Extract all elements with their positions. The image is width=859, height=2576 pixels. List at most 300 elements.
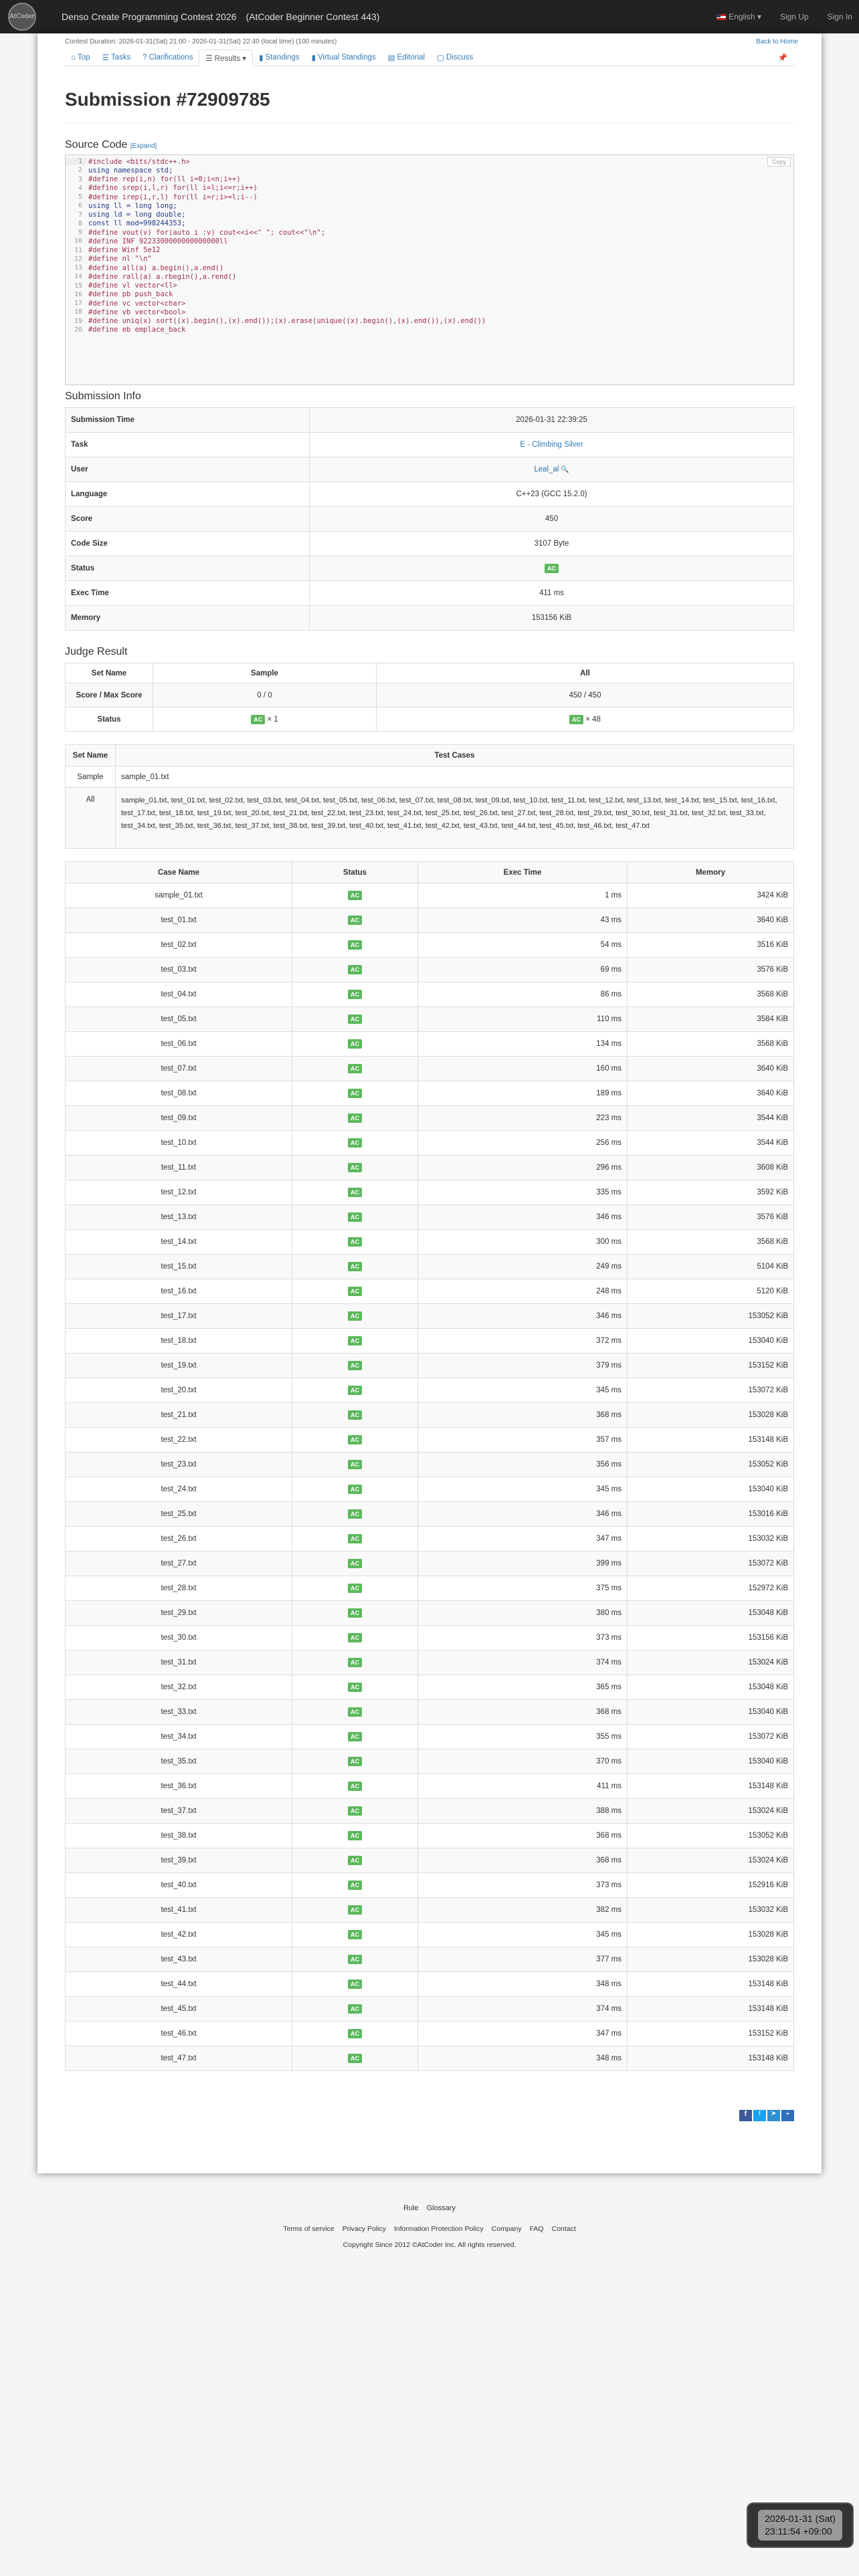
divider bbox=[65, 123, 794, 124]
exec-time: 134 ms bbox=[418, 1032, 628, 1057]
contest-title-link[interactable]: Denso Create Programming Contest 2026 (AtCoder Beginner Contest 443) bbox=[62, 11, 380, 22]
case-name: test_01.txt bbox=[66, 908, 292, 933]
memory: 153156 KiB bbox=[628, 1626, 794, 1650]
footer-link-company[interactable]: Company bbox=[491, 2225, 522, 2233]
case-name: test_43.txt bbox=[66, 1947, 292, 1972]
footer-link-glossary[interactable]: Glossary bbox=[426, 2204, 456, 2212]
exec-time: 377 ms bbox=[418, 1947, 628, 1972]
table-row bbox=[66, 1947, 794, 1972]
case-name: test_27.txt bbox=[66, 1551, 292, 1576]
memory: 152972 KiB bbox=[628, 1576, 794, 1601]
footer-link-information-protection-policy[interactable]: Information Protection Policy bbox=[393, 2225, 484, 2233]
status-badge: AC bbox=[348, 1262, 362, 1271]
memory: 153148 KiB bbox=[628, 1428, 794, 1453]
table-row bbox=[66, 1848, 794, 1873]
info-key: Task bbox=[66, 433, 310, 457]
info-key: Memory bbox=[66, 606, 310, 631]
judge-result-heading: Judge Result bbox=[65, 646, 128, 657]
line-number: 17 bbox=[74, 300, 82, 308]
table-row bbox=[66, 1156, 794, 1180]
memory: 153048 KiB bbox=[628, 1601, 794, 1626]
line-number: 8 bbox=[78, 219, 82, 227]
case-name: test_06.txt bbox=[66, 1032, 292, 1057]
status-badge: AC bbox=[348, 1707, 362, 1717]
status-badge: AC bbox=[348, 1460, 362, 1469]
footer-link-contact[interactable]: Contact bbox=[551, 2225, 576, 2233]
exec-time: 160 ms bbox=[418, 1057, 628, 1081]
table-row bbox=[66, 2046, 794, 2071]
code-line bbox=[66, 184, 793, 193]
table-row bbox=[66, 1824, 794, 1848]
case-name: test_12.txt bbox=[66, 1180, 292, 1205]
status-badge: AC bbox=[348, 1534, 362, 1543]
table-row bbox=[66, 2022, 794, 2046]
case-name: test_18.txt bbox=[66, 1329, 292, 1354]
status-badge: AC bbox=[348, 1881, 362, 1890]
table-row bbox=[66, 1304, 794, 1329]
atcoder-logo[interactable]: AtCoder bbox=[8, 3, 36, 31]
memory: 153052 KiB bbox=[628, 1453, 794, 1477]
tab-icon: ☰ bbox=[205, 54, 213, 63]
status-badge: AC bbox=[348, 1658, 362, 1667]
case-name: test_29.txt bbox=[66, 1601, 292, 1626]
case-name: test_14.txt bbox=[66, 1230, 292, 1255]
case-name: test_28.txt bbox=[66, 1576, 292, 1601]
case-name: test_37.txt bbox=[66, 1799, 292, 1824]
tab-discuss[interactable] bbox=[431, 49, 479, 66]
code-text: #define vl vector<ll> bbox=[88, 282, 177, 290]
table-row bbox=[66, 1749, 794, 1774]
table-row bbox=[66, 1279, 794, 1304]
line-number: 1 bbox=[66, 158, 87, 165]
memory: 5104 KiB bbox=[628, 1255, 794, 1279]
tab-label: Clarifications bbox=[149, 53, 193, 62]
status-badge: AC bbox=[348, 1782, 362, 1791]
code-text: using ll = long long; bbox=[88, 201, 177, 210]
tab-icon: ⌂ bbox=[71, 53, 76, 62]
table-row bbox=[66, 1601, 794, 1626]
table-row bbox=[66, 982, 794, 1007]
info-row bbox=[66, 433, 794, 457]
status-badge: AC bbox=[348, 1856, 362, 1865]
table-row bbox=[66, 1997, 794, 2022]
expand-link[interactable]: [Expand] bbox=[130, 142, 157, 150]
table-row bbox=[66, 958, 794, 982]
info-key: Language bbox=[66, 482, 310, 507]
line-number: 9 bbox=[78, 229, 82, 237]
status-badge: AC bbox=[348, 1212, 362, 1222]
code-line bbox=[66, 193, 793, 201]
submission-info-heading: Submission Info bbox=[65, 391, 141, 402]
case-name: sample_01.txt bbox=[66, 883, 292, 908]
status-badge: AC bbox=[348, 1014, 362, 1024]
tab-label: Results ▾ bbox=[214, 54, 247, 63]
exec-time: 256 ms bbox=[418, 1131, 628, 1156]
memory: 153040 KiB bbox=[628, 1749, 794, 1774]
code-line bbox=[66, 157, 793, 166]
line-number: 7 bbox=[78, 211, 82, 219]
info-value: 411 ms bbox=[310, 581, 794, 606]
case-name: test_44.txt bbox=[66, 1972, 292, 1997]
exec-time: 346 ms bbox=[418, 1304, 628, 1329]
table-row bbox=[66, 1527, 794, 1551]
line-number: 11 bbox=[74, 246, 82, 254]
share-icon[interactable]: ➤ bbox=[767, 2110, 780, 2121]
tab-icon: ▤ bbox=[387, 54, 395, 62]
tab-label: Standings bbox=[265, 53, 300, 62]
table-row bbox=[66, 1477, 794, 1502]
status-badge: AC bbox=[348, 2054, 362, 2063]
submission-info-table bbox=[65, 407, 794, 631]
exec-time: 43 ms bbox=[418, 908, 628, 933]
code-text: #define eb emplace_back bbox=[88, 326, 186, 334]
table-row bbox=[66, 1007, 794, 1032]
pin-icon[interactable]: 📌 bbox=[777, 54, 787, 62]
case-name: test_39.txt bbox=[66, 1848, 292, 1873]
exec-time: 368 ms bbox=[418, 1824, 628, 1848]
table-row bbox=[66, 1032, 794, 1057]
case-name: test_41.txt bbox=[66, 1898, 292, 1923]
info-value: 450 bbox=[310, 507, 794, 532]
case-name: test_05.txt bbox=[66, 1007, 292, 1032]
memory: 5120 KiB bbox=[628, 1279, 794, 1304]
exec-time: 346 ms bbox=[418, 1205, 628, 1230]
tab-icon: ▢ bbox=[437, 54, 444, 62]
sample-count: × 1 bbox=[267, 715, 278, 724]
column-header[interactable]: Status bbox=[292, 862, 418, 883]
case-name: test_20.txt bbox=[66, 1378, 292, 1403]
table-row bbox=[66, 1923, 794, 1947]
navbar bbox=[0, 0, 859, 33]
info-key: Status bbox=[66, 556, 310, 581]
case-name: test_02.txt bbox=[66, 933, 292, 958]
col-sample: Sample bbox=[153, 663, 377, 683]
table-row bbox=[66, 1205, 794, 1230]
task-link[interactable]: E - Climbing Silver bbox=[520, 441, 583, 449]
memory: 3568 KiB bbox=[628, 1032, 794, 1057]
twitter-icon[interactable]: t bbox=[753, 2110, 766, 2121]
exec-time: 1 ms bbox=[418, 883, 628, 908]
tab-label: Top bbox=[77, 53, 90, 62]
memory: 153040 KiB bbox=[628, 1329, 794, 1354]
info-row bbox=[66, 507, 794, 532]
case-name: test_42.txt bbox=[66, 1923, 292, 1947]
line-number: 13 bbox=[74, 264, 82, 272]
code-line bbox=[66, 201, 793, 210]
status-badge: AC bbox=[348, 1435, 362, 1444]
set-sample: Sample bbox=[66, 766, 116, 788]
line-number: 20 bbox=[74, 326, 82, 334]
exec-time: 248 ms bbox=[418, 1279, 628, 1304]
tab-virtual-standings[interactable] bbox=[306, 49, 382, 66]
status-badge: AC bbox=[348, 1559, 362, 1568]
table-row bbox=[66, 1799, 794, 1824]
exec-time: 379 ms bbox=[418, 1354, 628, 1378]
back-to-home-link[interactable]: Back to Home bbox=[756, 37, 798, 45]
code-text: #define rep(i,n) for(ll i=0;i<n;i++) bbox=[88, 175, 241, 184]
signup-link[interactable]: Sign Up bbox=[779, 12, 809, 21]
case-name: test_30.txt bbox=[66, 1626, 292, 1650]
code-text: #define vb vector<bool> bbox=[88, 308, 186, 316]
memory: 153028 KiB bbox=[628, 1403, 794, 1428]
case-name: test_21.txt bbox=[66, 1403, 292, 1428]
status-badge: AC bbox=[348, 916, 362, 925]
info-value: 153156 KiB bbox=[310, 606, 794, 631]
language-dropdown[interactable]: English ▾ bbox=[717, 12, 761, 21]
tab-label: Discuss bbox=[446, 53, 474, 62]
status-badge: AC bbox=[348, 940, 362, 950]
status-badge: AC bbox=[348, 1485, 362, 1494]
col-set-name: Set Name bbox=[66, 663, 153, 683]
status-badge: AC bbox=[348, 2029, 362, 2038]
exec-time: 347 ms bbox=[418, 2022, 628, 2046]
footer-link-faq[interactable]: FAQ bbox=[529, 2225, 544, 2233]
exec-time: 300 ms bbox=[418, 1230, 628, 1255]
memory: 3608 KiB bbox=[628, 1156, 794, 1180]
table-row bbox=[66, 1873, 794, 1898]
status-badge: AC bbox=[251, 715, 265, 724]
tab-tasks[interactable] bbox=[96, 49, 137, 66]
case-name: test_25.txt bbox=[66, 1502, 292, 1527]
clock-time: 23:11:54 +09:00 bbox=[765, 2526, 832, 2537]
table-row bbox=[66, 1106, 794, 1131]
table-row bbox=[66, 1255, 794, 1279]
case-name: test_46.txt bbox=[66, 2022, 292, 2046]
info-key: User bbox=[66, 457, 310, 482]
status-badge: AC bbox=[348, 1584, 362, 1593]
tab-editorial[interactable] bbox=[382, 49, 431, 66]
table-row bbox=[66, 1502, 794, 1527]
table-row bbox=[66, 1057, 794, 1081]
column-header[interactable]: Memory bbox=[628, 862, 794, 883]
copy-button[interactable]: Copy bbox=[767, 157, 791, 167]
status-badge: AC bbox=[348, 1064, 362, 1073]
info-row bbox=[66, 457, 794, 482]
status-badge: AC bbox=[348, 1930, 362, 1939]
table-row bbox=[66, 1329, 794, 1354]
memory: 3584 KiB bbox=[628, 1007, 794, 1032]
code-line bbox=[66, 219, 793, 228]
exec-time: 373 ms bbox=[418, 1873, 628, 1898]
status-badge: AC bbox=[569, 715, 583, 724]
table-row bbox=[66, 1403, 794, 1428]
line-number: 5 bbox=[78, 193, 82, 201]
memory: 153040 KiB bbox=[628, 1700, 794, 1725]
status-badge: AC bbox=[348, 1237, 362, 1247]
memory: 3576 KiB bbox=[628, 1205, 794, 1230]
table-row bbox=[66, 1898, 794, 1923]
status-badge: AC bbox=[348, 1757, 362, 1766]
exec-time: 223 ms bbox=[418, 1106, 628, 1131]
status-badge: AC bbox=[348, 1138, 362, 1148]
tab-standings[interactable] bbox=[253, 49, 306, 66]
info-row bbox=[66, 556, 794, 581]
status-badge: AC bbox=[348, 1905, 362, 1915]
memory: 152916 KiB bbox=[628, 1873, 794, 1898]
all-score: 450 / 450 bbox=[377, 683, 794, 708]
memory: 153048 KiB bbox=[628, 1675, 794, 1700]
exec-time: 110 ms bbox=[418, 1007, 628, 1032]
user-link[interactable]: Leal_al bbox=[534, 465, 559, 473]
tab-label: Virtual Standings bbox=[317, 53, 376, 62]
memory: 3544 KiB bbox=[628, 1131, 794, 1156]
code-line bbox=[66, 326, 793, 334]
case-name: test_38.txt bbox=[66, 1824, 292, 1848]
info-row bbox=[66, 606, 794, 631]
footer-link-privacy-policy[interactable]: Privacy Policy bbox=[342, 2225, 386, 2233]
exec-time: 411 ms bbox=[418, 1774, 628, 1799]
exec-time: 249 ms bbox=[418, 1255, 628, 1279]
signin-link[interactable]: Sign In bbox=[827, 12, 852, 21]
status-badge: AC bbox=[348, 1683, 362, 1692]
table-row bbox=[66, 883, 794, 908]
info-row bbox=[66, 581, 794, 606]
table-row bbox=[66, 1972, 794, 1997]
memory: 153032 KiB bbox=[628, 1527, 794, 1551]
case-name: test_16.txt bbox=[66, 1279, 292, 1304]
contest-duration: Contest Duration: 2026-01-31(Sat) 21:00 - 2026-01-31(Sat) 22:40 (local time) (100 minutes) bbox=[65, 37, 337, 45]
status-badge: AC bbox=[545, 564, 559, 573]
status-badge: AC bbox=[348, 1633, 362, 1642]
exec-time: 54 ms bbox=[418, 933, 628, 958]
info-value: 2026-01-31 22:39:25 bbox=[310, 408, 794, 433]
memory: 3640 KiB bbox=[628, 1057, 794, 1081]
exec-time: 370 ms bbox=[418, 1749, 628, 1774]
memory: 153024 KiB bbox=[628, 1799, 794, 1824]
code-text: #define irep(i,r,l) for(ll i=r;i>=l;i--) bbox=[88, 193, 258, 201]
us-flag-icon bbox=[717, 14, 726, 20]
case-name: test_26.txt bbox=[66, 1527, 292, 1551]
case-name: test_32.txt bbox=[66, 1675, 292, 1700]
memory: 153072 KiB bbox=[628, 1725, 794, 1749]
exec-time: 368 ms bbox=[418, 1700, 628, 1725]
code-line bbox=[66, 237, 793, 245]
table-row bbox=[66, 1131, 794, 1156]
status-badge: AC bbox=[348, 1732, 362, 1741]
status-badge: AC bbox=[348, 2004, 362, 2014]
case-name: test_03.txt bbox=[66, 958, 292, 982]
case-name: test_47.txt bbox=[66, 2046, 292, 2071]
exec-time: 399 ms bbox=[418, 1551, 628, 1576]
memory: 3424 KiB bbox=[628, 883, 794, 908]
code-text: #define rall(a) a.rbegin(),a.rend() bbox=[88, 272, 237, 281]
code-text: #define uniq(x) sort((x).begin(),(x).end());(x).erase(unique((x).begin(),(x).end()),(x).end()) bbox=[88, 317, 486, 326]
exec-time: 347 ms bbox=[418, 1527, 628, 1551]
case-name: test_19.txt bbox=[66, 1354, 292, 1378]
case-name: test_10.txt bbox=[66, 1131, 292, 1156]
table-row bbox=[66, 1378, 794, 1403]
table-row bbox=[66, 1354, 794, 1378]
memory: 153148 KiB bbox=[628, 1997, 794, 2022]
tab-label: Tasks bbox=[110, 53, 131, 62]
column-header[interactable]: Exec Time bbox=[418, 862, 628, 883]
memory: 3640 KiB bbox=[628, 1081, 794, 1106]
case-name: test_11.txt bbox=[66, 1156, 292, 1180]
line-number: 10 bbox=[74, 237, 82, 245]
code-text: #define vout(v) for(auto i :v) cout<<i<<" "; cout<<"\n"; bbox=[88, 228, 326, 237]
tab-top[interactable] bbox=[65, 49, 96, 66]
memory: 153148 KiB bbox=[628, 1972, 794, 1997]
clock-date: 2026-01-31 (Sat) bbox=[765, 2513, 836, 2524]
fixed-clock bbox=[747, 2502, 854, 2548]
memory: 153024 KiB bbox=[628, 1848, 794, 1873]
memory: 153028 KiB bbox=[628, 1947, 794, 1972]
contest-nav-tabs bbox=[65, 49, 794, 66]
status-badge: AC bbox=[348, 1608, 362, 1618]
sample-cases: sample_01.txt bbox=[116, 766, 794, 788]
table-row bbox=[66, 1675, 794, 1700]
code-line bbox=[66, 228, 793, 237]
tab-results[interactable] bbox=[199, 49, 253, 66]
facebook-icon[interactable]: f bbox=[739, 2110, 752, 2121]
case-name: test_08.txt bbox=[66, 1081, 292, 1106]
status-badge: AC bbox=[348, 1287, 362, 1296]
exec-time: 355 ms bbox=[418, 1725, 628, 1749]
exec-time: 374 ms bbox=[418, 1650, 628, 1675]
tab-icon: ? bbox=[142, 53, 147, 62]
case-name: test_31.txt bbox=[66, 1650, 292, 1675]
table-row bbox=[66, 1725, 794, 1749]
exec-time: 374 ms bbox=[418, 1997, 628, 2022]
memory: 3576 KiB bbox=[628, 958, 794, 982]
all-cases: sample_01.txt, test_01.txt, test_02.txt, test_03.txt, test_04.txt, test_05.txt, test_06.txt, test_07.txt, test_08.txt, test_09.txt, test_10.txt, test_11.txt, test_12.txt, test_13.txt, test_14.txt, test_15.txt, test_16.txt, test_17.txt, test_18.txt, test_19.txt, test_20.txt, test_21.txt, test_22.txt, test_23.txt, test_24.txt, test_25.txt, test_26.txt, test_27.txt, test_28.txt, test_29.txt, test_30.txt, test_31.txt, test_32.txt, test_33.txt, test_34.txt, test_35.txt, test_36.txt, test_37.txt, test_38.txt, test_39.txt, test_40.txt, test_41.txt, test_42.txt, test_43.txt, test_44.txt, test_45.txt, test_46.txt, test_47.txt bbox=[116, 788, 794, 849]
exec-time: 368 ms bbox=[418, 1848, 628, 1873]
test-sets-table bbox=[65, 744, 794, 849]
table-row bbox=[66, 1453, 794, 1477]
code-line bbox=[66, 308, 793, 316]
source-code-block[interactable] bbox=[65, 154, 794, 385]
footer-link-terms-of-service[interactable]: Terms of service bbox=[283, 2225, 335, 2233]
table-row bbox=[66, 933, 794, 958]
judge-result-table bbox=[65, 663, 794, 732]
line-number: 18 bbox=[74, 308, 82, 316]
set-all: All bbox=[66, 788, 116, 849]
exec-time: 348 ms bbox=[418, 1972, 628, 1997]
code-line bbox=[66, 317, 793, 326]
code-text: #define INF 9223300000000000000ll bbox=[88, 237, 228, 245]
line-number: 4 bbox=[78, 184, 82, 192]
page-title: Submission #72909785 bbox=[65, 89, 270, 110]
exec-time: 368 ms bbox=[418, 1403, 628, 1428]
search-icon[interactable]: 🔍 bbox=[559, 466, 569, 473]
memory: 153052 KiB bbox=[628, 1824, 794, 1848]
memory: 153052 KiB bbox=[628, 1304, 794, 1329]
line-number: 14 bbox=[74, 273, 82, 281]
code-text: #define all(a) a.begin(),a.end() bbox=[88, 263, 224, 272]
case-name: test_35.txt bbox=[66, 1749, 292, 1774]
share-buttons bbox=[65, 2110, 794, 2121]
status-badge: AC bbox=[348, 965, 362, 974]
footer-link-rule[interactable]: Rule bbox=[403, 2204, 419, 2212]
table-row bbox=[66, 1230, 794, 1255]
status-badge: AC bbox=[348, 1410, 362, 1420]
source-code-heading: Source Code [Expand] bbox=[65, 139, 157, 150]
copyright: Copyright Since 2012 ©AtCoder Inc. All rights reserved. bbox=[343, 2241, 516, 2249]
info-value bbox=[310, 457, 794, 482]
info-row bbox=[66, 532, 794, 556]
plus-icon[interactable]: + bbox=[781, 2110, 794, 2121]
table-row bbox=[66, 1650, 794, 1675]
memory: 153024 KiB bbox=[628, 1650, 794, 1675]
code-text: #define srep(i,l,r) for(ll i=l;i<=r;i++) bbox=[88, 184, 258, 193]
line-number: 15 bbox=[74, 282, 82, 290]
code-text: const ll mod=998244353; bbox=[88, 219, 186, 228]
code-line bbox=[66, 255, 793, 263]
column-header[interactable]: Case Name bbox=[66, 862, 292, 883]
status-badge: AC bbox=[348, 1831, 362, 1840]
info-key: Code Size bbox=[66, 532, 310, 556]
tab-clarifications[interactable] bbox=[136, 49, 199, 66]
